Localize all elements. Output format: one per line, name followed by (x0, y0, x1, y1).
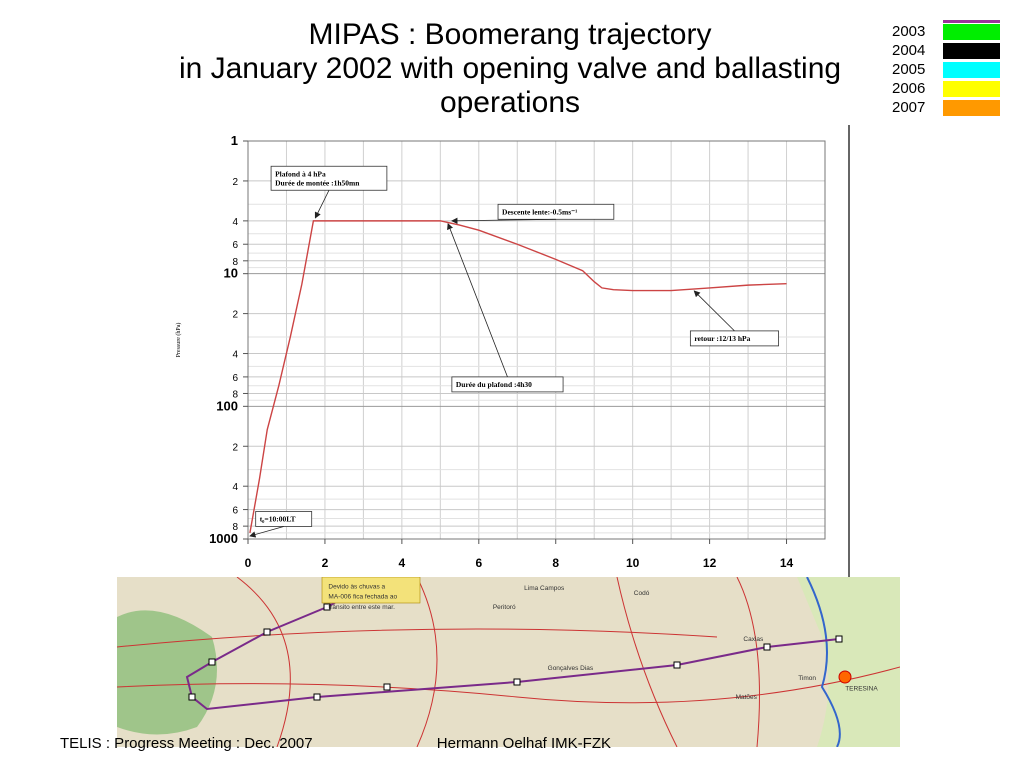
legend-label: 2005 (892, 61, 926, 78)
trajectory-marker (674, 662, 680, 668)
y-tick-label: 6 (232, 372, 238, 384)
legend-label: 2007 (892, 99, 926, 116)
annotation-text: t₀=10:00LT (259, 514, 296, 524)
chart-annotation (250, 511, 312, 536)
y-tick-label: 6 (232, 240, 238, 252)
y-tick-label: 8 (232, 522, 238, 534)
map-label: Gonçalves Dias (547, 665, 594, 672)
map-label: Caxias (743, 636, 764, 644)
footer-right: Hermann Oelhaf IMK-FZK (436, 735, 612, 752)
title-line-1: MIPAS : Boomerang trajectory (308, 18, 712, 51)
x-tick-label: 6 (475, 556, 483, 570)
chart-annotation (271, 166, 387, 218)
map-label: Matões (735, 693, 757, 701)
slide-footer (60, 735, 731, 752)
trajectory-marker (384, 684, 390, 690)
legend-row-2004 (888, 41, 1002, 60)
annotation-text: retour :12/13 hPa (694, 333, 751, 343)
legend-row-2006 (888, 79, 1002, 98)
y-tick-label: 8 (232, 256, 238, 268)
annotation-text: Descente lente:-0.5ms⁻¹ (502, 207, 578, 217)
map-label: MA-006 fica fechada ao (328, 593, 398, 601)
legend-swatch (943, 62, 1000, 78)
legend-swatch (943, 100, 1000, 116)
y-tick-label: 2 (232, 176, 238, 188)
x-tick-label: 4 (398, 556, 406, 570)
y-tick-label: 4 (232, 482, 238, 494)
map-label: Lima Campos (524, 585, 565, 593)
x-tick-label: 0 (244, 556, 252, 570)
annotation-arrow (250, 526, 284, 536)
trajectory-marker (764, 644, 770, 650)
title-line-3: operations (439, 86, 581, 119)
legend-swatch (943, 81, 1000, 97)
trajectory-map (117, 577, 900, 747)
y-tick-label: 4 (232, 216, 238, 228)
legend-swatch (943, 24, 1000, 40)
legend-row-2005 (888, 60, 1002, 79)
legend-label: 2006 (892, 80, 926, 97)
trajectory-marker (189, 694, 195, 700)
y-tick-label: 100 (216, 398, 238, 414)
trajectory-marker (314, 694, 320, 700)
y-tick-label: 6 (232, 505, 238, 517)
trajectory-marker (209, 659, 215, 665)
slide-title (120, 18, 900, 120)
pressure-chart (160, 125, 850, 577)
x-tick-label: 2 (321, 556, 329, 570)
trajectory-map-svg (117, 577, 900, 747)
map-background (117, 577, 900, 747)
map-label: Timon (798, 675, 817, 683)
trajectory-marker (514, 679, 520, 685)
x-tick-label: 12 (702, 556, 717, 570)
map-label: Peritoró (492, 603, 516, 611)
annotation-text: Durée de montée :1h50mn (275, 178, 360, 188)
trajectory-marker (836, 636, 842, 642)
map-label: Devido às chuvas a (328, 583, 386, 591)
y-tick-label: 2 (232, 442, 238, 454)
x-tick-label: 10 (625, 556, 640, 570)
pressure-chart-svg (160, 125, 850, 577)
annotation-arrow (694, 291, 734, 331)
x-tick-label: 8 (552, 556, 560, 570)
chart-annotation (452, 204, 614, 221)
legend-swatch (943, 43, 1000, 59)
chart-annotation (690, 291, 778, 346)
legend-row-2003 (888, 22, 1002, 41)
launch-site-marker (839, 671, 851, 683)
map-label: TERESINA (845, 685, 878, 693)
y-tick-label: 10 (223, 265, 238, 281)
y-tick-label: 8 (232, 389, 238, 401)
legend-label: 2004 (892, 42, 926, 59)
legend-row-2007 (888, 98, 1002, 117)
x-tick-label: 14 (779, 556, 794, 570)
legend-label: 2003 (892, 23, 926, 40)
y-tick-label: 4 (232, 349, 238, 361)
map-label: Codó (633, 590, 650, 598)
y-axis-label: Pressure (hPa) (176, 322, 182, 358)
annotation-text: Durée du plafond :4h30 (455, 379, 532, 389)
map-label: trânsito entre este mar. (328, 603, 395, 611)
title-line-2: in January 2002 with opening valve and ballasting (178, 52, 842, 85)
y-tick-label: 2 (232, 309, 238, 321)
y-tick-label: 1 (230, 133, 238, 148)
trajectory-marker (264, 629, 270, 635)
y-tick-label: 1000 (209, 531, 238, 546)
footer-left: TELIS : Progress Meeting : Dec. 2007 (60, 735, 313, 752)
year-legend (888, 22, 1002, 117)
annotation-text: Plafond à 4 hPa (275, 169, 326, 179)
